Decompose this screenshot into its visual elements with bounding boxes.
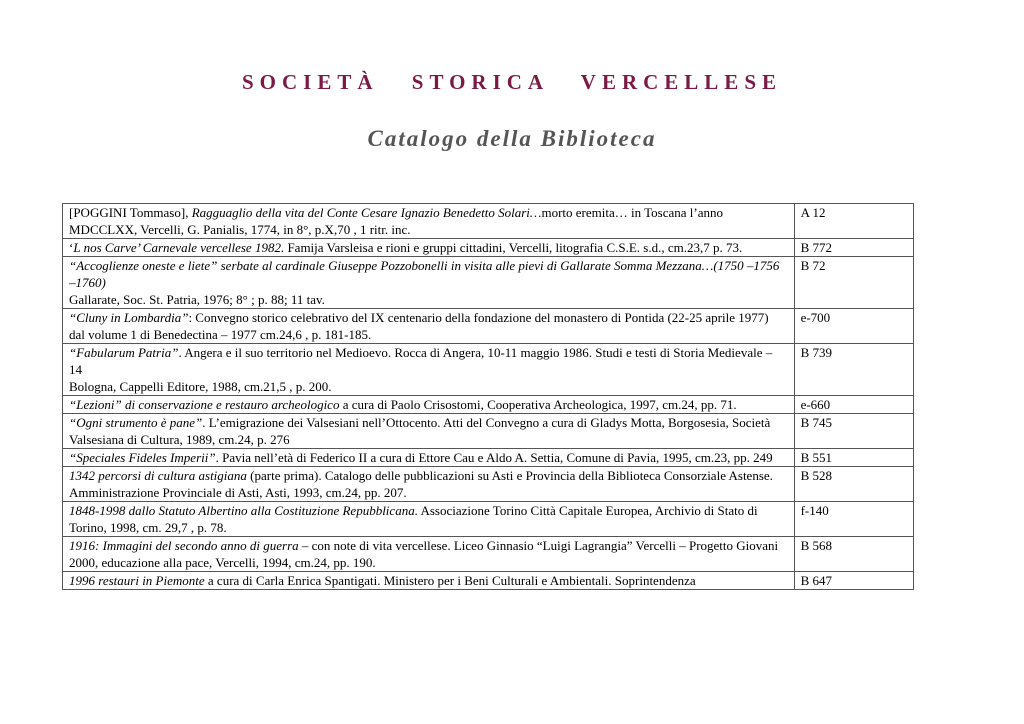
entry-main-text	[69, 396, 788, 413]
entry-description	[63, 257, 795, 309]
entry-text: [POGGINI Tommaso],	[69, 205, 192, 220]
entry-description	[63, 204, 795, 239]
entry-main-text	[69, 239, 788, 256]
entry-description	[63, 502, 795, 537]
entry-shelf-code: A 12	[794, 204, 913, 239]
entry-description	[63, 537, 795, 572]
entry-shelf-code: B 772	[794, 239, 913, 257]
entry-text: a cura di Carla Enrica Spantigati. Ministero per i Beni Culturali e Ambientali. Soprintendenza	[204, 573, 696, 588]
entry-shelf-code: B 528	[794, 467, 913, 502]
entry-shelf-code: B 739	[794, 344, 913, 396]
entry-publication-line: Gallarate, Soc. St. Patria, 1976; 8° ; p. 88; 11 tav.	[69, 292, 325, 307]
entry-title-italic: “Fabularum Patria”	[69, 345, 179, 360]
entry-text: : Convegno storico celebrativo del IX centenario della fondazione del monastero di Pontida (22-25 aprile 1977) dal volume 1 di Benedectina – 1977 cm.24,6 , p. 181-185.	[69, 310, 769, 342]
entry-text: . Angera e il suo territorio nel Medioevo. Rocca di Angera, 10-11 maggio 1986. Studi e testi di Storia Medievale – 14	[69, 345, 773, 377]
entry-main-text	[69, 502, 788, 536]
entry-text: . Pavia nell’età di Federico II a cura di Ettore Cau e Aldo A. Settia, Comune di Pavia, 1995, cm.23, pp. 249	[215, 450, 773, 465]
catalog-table-body	[63, 204, 914, 590]
entry-main-text	[69, 572, 788, 589]
entry-title-italic: “Cluny in Lombardia”	[69, 310, 189, 325]
table-row	[63, 467, 914, 502]
page-title: SOCIETÀ STORICA VERCELLESE	[241, 70, 783, 94]
entry-title-italic: Ragguaglio della vita del Conte Cesare Ignazio Benedetto Solari…	[191, 205, 542, 220]
table-row	[63, 344, 914, 396]
table-row	[63, 396, 914, 414]
catalog-table	[62, 203, 914, 590]
entry-title-italic: 1342 percorsi di cultura astigiana	[69, 468, 247, 483]
entry-text: – con note di vita vercellese. Liceo Ginnasio “Luigi Lagrangia” Vercelli – Progetto Giovani 2000, educazione alla pace, Vercelli, 1994, cm.24, pp. 190.	[69, 538, 779, 570]
entry-shelf-code: B 647	[794, 572, 913, 590]
entry-main-text	[69, 309, 788, 343]
page-subtitle: Catalogo della Biblioteca	[367, 126, 657, 151]
entry-text: ‘	[69, 240, 74, 255]
entry-main-text	[69, 204, 788, 238]
entry-title-italic: 1848-1998 dallo Statuto Albertino alla Costituzione Repubblicana.	[69, 503, 418, 518]
entry-shelf-code: B 551	[794, 449, 913, 467]
table-row	[63, 572, 914, 590]
entry-description	[63, 396, 795, 414]
entry-text: Associazione Torino Città Capitale Europea, Archivio di Stato di Torino, 1998, cm. 29,7 , p. 78.	[69, 503, 758, 535]
entry-title-italic: 1916: Immagini del secondo anno di guerra	[69, 538, 299, 553]
table-row	[63, 537, 914, 572]
entry-shelf-code: B 568	[794, 537, 913, 572]
entry-main-text	[69, 537, 788, 571]
entry-title-italic: “Ogni strumento è pane”	[69, 415, 203, 430]
entry-main-text	[69, 257, 788, 291]
entry-description	[63, 572, 795, 590]
entry-publication-line: Bologna, Cappelli Editore, 1988, cm.21,5 , p. 200.	[69, 379, 332, 394]
entry-main-text	[69, 344, 788, 378]
entry-shelf-code: e-660	[794, 396, 913, 414]
entry-title-italic: “Lezioni” di conservazione e restauro archeologico	[69, 397, 340, 412]
entry-shelf-code: e-700	[794, 309, 913, 344]
entry-shelf-code: B 72	[794, 257, 913, 309]
entry-publication-line: Amministrazione Provinciale di Asti, Asti, 1993, cm.24, pp. 207.	[69, 485, 407, 500]
entry-text: morto eremita… in Toscana l’anno MDCCLXX, Vercelli, G. Panialis, 1774, in 8°, p.X,70 , 1 ritr. inc.	[69, 205, 723, 237]
entry-text: (parte prima). Catalogo delle pubblicazioni su Asti e Provincia della Biblioteca Consorziale Astense.	[246, 468, 773, 483]
entry-title-italic: “Speciales Fideles Imperii”	[69, 450, 216, 465]
entry-text: Famija Varsleisa e rioni e gruppi cittadini, Vercelli, litografia C.S.E. s.d., cm.23,7 p. 73.	[284, 240, 743, 255]
entry-shelf-code: B 745	[794, 414, 913, 449]
entry-description	[63, 467, 795, 502]
table-row	[63, 309, 914, 344]
table-row	[63, 239, 914, 257]
table-row	[63, 414, 914, 449]
table-row	[63, 449, 914, 467]
entry-title-italic: “Accoglienze oneste e liete” serbate al cardinale Giuseppe Pozzobonelli in visita alle pievi di Gallarate Somma Mezzana…(1750 –1756 –1760)	[69, 258, 780, 290]
entry-description	[63, 344, 795, 396]
entry-description	[63, 449, 795, 467]
entry-shelf-code: f-140	[794, 502, 913, 537]
entry-title-italic: L nos Carve’ Carnevale vercellese 1982.	[73, 240, 285, 255]
entry-main-text	[69, 467, 788, 484]
entry-main-text	[69, 414, 788, 448]
table-row	[63, 204, 914, 239]
table-row	[63, 257, 914, 309]
entry-description	[63, 239, 795, 257]
entry-description	[63, 309, 795, 344]
entry-text: a cura di Paolo Crisostomi, Cooperativa Archeologica, 1997, cm.24, pp. 71.	[339, 397, 737, 412]
entry-text: . L’emigrazione dei Valsesiani nell’Ottocento. Atti del Convegno a cura di Gladys Motta, Borgosesia, Società Valsesiana di Cultura, 1989, cm.24, p. 276	[69, 415, 771, 447]
entry-title-italic: 1996 restauri in Piemonte	[69, 573, 205, 588]
entry-main-text	[69, 449, 788, 466]
table-row	[63, 502, 914, 537]
entry-description	[63, 414, 795, 449]
